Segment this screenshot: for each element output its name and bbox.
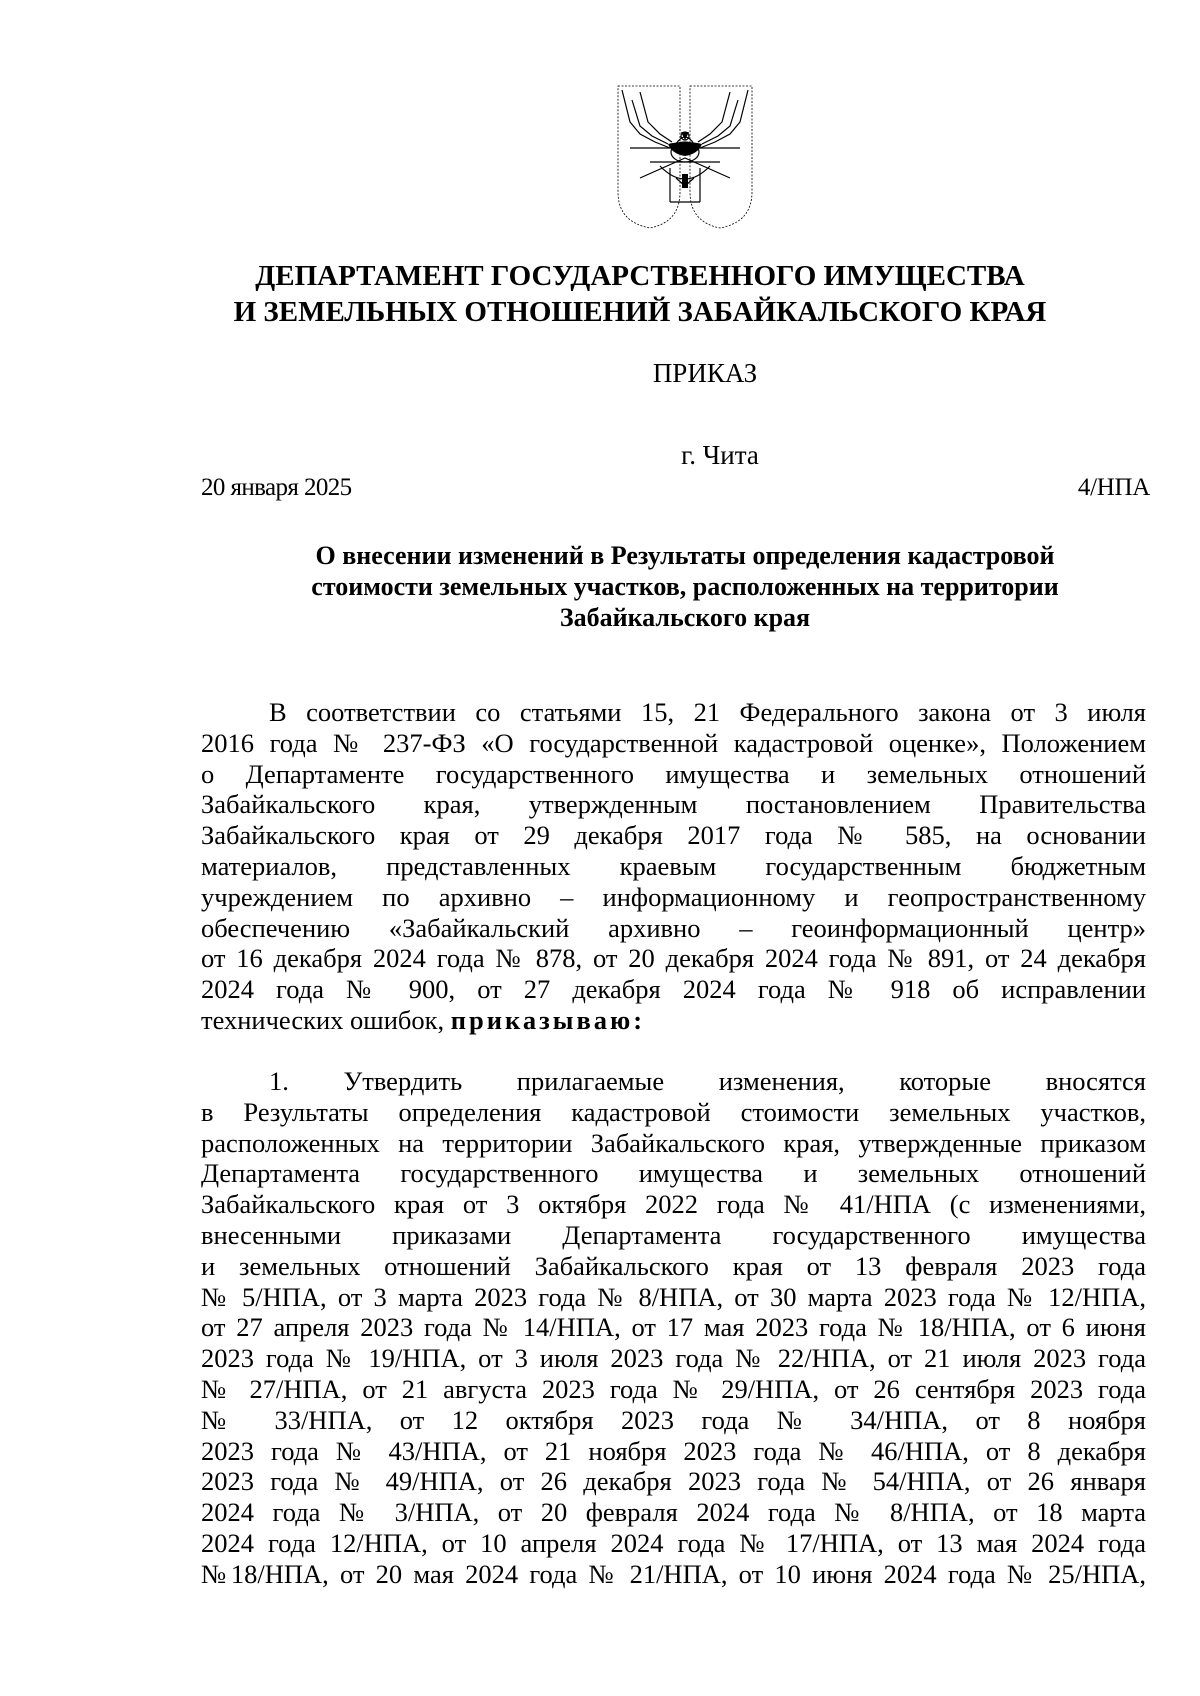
- item-line: 2023 года № 19/НПА, от 3 июля 2023 года № 22/НПА, от 21 июля 2023 года: [201, 1343, 1146, 1374]
- preamble-line: 2024 года № 900, от 27 декабря 2024 года № 918 об исправлении: [201, 974, 1146, 1005]
- item-line: № 5/НПА, от 3 марта 2023 года № 8/НПА, от 30 марта 2023 года № 12/НПА,: [201, 1281, 1146, 1312]
- item-line: расположенных на территории Забайкальского края, утвержденные приказом: [201, 1127, 1146, 1158]
- department-title-line2: И ЗЕМЕЛЬНЫХ ОТНОШЕНИЙ ЗАБАЙКАЛЬСКОГО КРАЯ: [233, 296, 1047, 328]
- item-1-paragraph: [201, 1066, 1146, 1590]
- item-line: Забайкальского края от 3 октября 2022 года № 41/НПА (с изменениями,: [201, 1189, 1146, 1220]
- subject-line3: Забайкальского края: [559, 603, 811, 632]
- item-line: Департамента государственного имущества и земельных отношений: [201, 1158, 1146, 1189]
- preamble-line: Забайкальского края от 29 декабря 2017 года № 585, на основании: [201, 820, 1146, 851]
- preamble-last-line: [201, 1005, 1146, 1036]
- preamble-line: обеспечению «Забайкальский архивно – геоинформационный центр»: [201, 912, 1146, 943]
- item-line: 2023 года № 49/НПА, от 26 декабря 2023 года № 54/НПА, от 26 января: [201, 1466, 1146, 1497]
- item-line: 1. Утвердить прилагаемые изменения, которые вносятся: [269, 1066, 1146, 1096]
- order-verb: приказываю:: [450, 1004, 646, 1035]
- item-line: от 27 апреля 2023 года № 14/НПА, от 17 мая 2023 года № 18/НПА, от 6 июня: [201, 1312, 1146, 1343]
- preamble-line: от 16 декабря 2024 года № 878, от 20 декабря 2024 года № 891, от 24 декабря: [201, 943, 1146, 974]
- coat-of-arms-emblem: [610, 82, 760, 232]
- preamble-paragraph: [201, 697, 1146, 1036]
- subject-line2: стоимости земельных участков, расположенных на территории: [311, 572, 1059, 601]
- item-line: и земельных отношений Забайкальского края от 13 февраля 2023 года: [201, 1250, 1146, 1281]
- item-line: в Результаты определения кадастровой стоимости земельных участков,: [201, 1096, 1146, 1127]
- document-number: 4/НПА: [1077, 474, 1150, 501]
- preamble-line: учреждением по архивно – информационному и геопространственному: [201, 881, 1146, 912]
- document-type: ПРИКАЗ: [652, 358, 758, 388]
- item-line: № 27/НПА, от 21 августа 2023 года № 29/НПА, от 26 сентября 2023 года: [201, 1373, 1146, 1404]
- item-line: внесенными приказами Департамента государственного имущества: [201, 1219, 1146, 1250]
- document-date: 20 января 2025: [201, 474, 352, 501]
- preamble-line: Забайкальского края, утвержденным постановлением Правительства: [201, 789, 1146, 820]
- department-title-line1: ДЕПАРТАМЕНТ ГОСУДАРСТВЕННОГО ИМУЩЕСТВА: [255, 260, 1025, 292]
- subject-line1: О внесении изменений в Результаты определения кадастровой: [315, 541, 1055, 570]
- preamble-line: материалов, представленных краевым государственным бюджетным: [201, 850, 1146, 881]
- preamble-line: технических ошибок,: [201, 1004, 445, 1035]
- item-line: 2024 года № 3/НПА, от 20 февраля 2024 года № 8/НПА, от 18 марта: [201, 1497, 1146, 1528]
- preamble-line: В соответствии со статьями 15, 21 Федерального закона от 3 июля: [269, 697, 1146, 727]
- preamble-line: 2016 года № 237-ФЗ «О государственной кадастровой оценке», Положением: [201, 727, 1146, 758]
- department-title: [150, 258, 1130, 330]
- document-subject: [200, 540, 1170, 633]
- city: г. Чита: [681, 440, 759, 470]
- item-line: 2023 года № 43/НПА, от 21 ноября 2023 года № 46/НПА, от 8 декабря: [201, 1435, 1146, 1466]
- item-line: 2024 года 12/НПА, от 10 апреля 2024 года № 17/НПА, от 13 мая 2024 года: [201, 1527, 1146, 1558]
- item-line: №18/НПА, от 20 мая 2024 года № 21/НПА, от 10 июня 2024 года № 25/НПА,: [201, 1558, 1146, 1589]
- item-line: № 33/НПА, от 12 октября 2023 года № 34/НПА, от 8 ноября: [201, 1404, 1146, 1435]
- preamble-line: о Департаменте государственного имущества и земельных отношений: [201, 758, 1146, 789]
